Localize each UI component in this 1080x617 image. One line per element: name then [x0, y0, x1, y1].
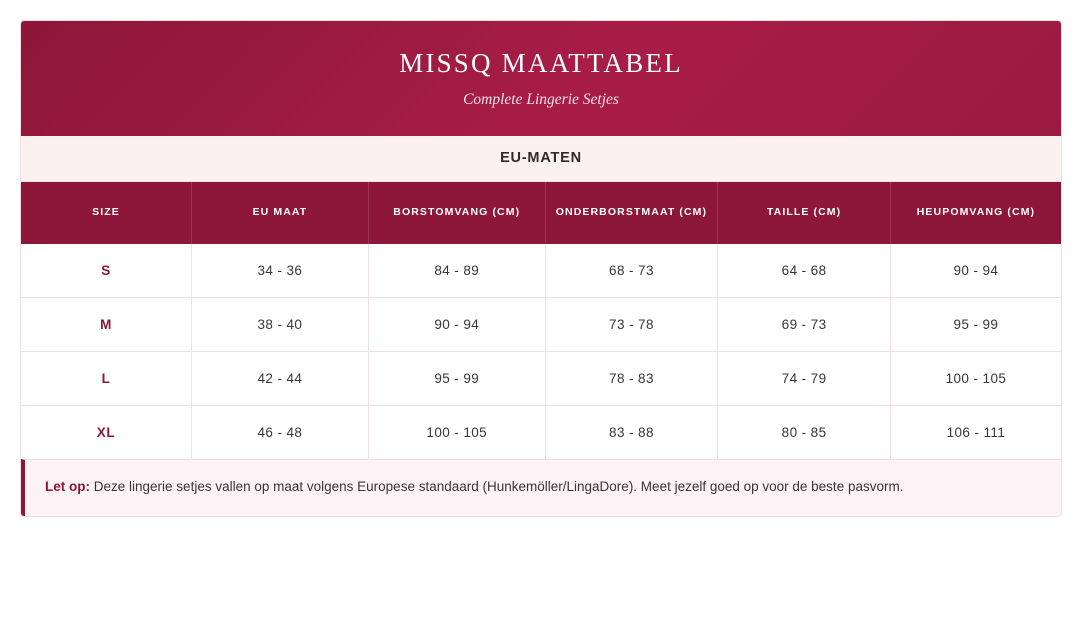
column-header-taille: TAILLE (CM): [718, 182, 891, 244]
cell-borstomvang: 90 - 94: [368, 297, 545, 351]
cell-eu-maat: 42 - 44: [192, 351, 369, 405]
cell-borstomvang: 84 - 89: [368, 244, 545, 298]
cell-heupomvang: 95 - 99: [890, 297, 1061, 351]
note-text: Deze lingerie setjes vallen op maat volgens Europese standaard (Hunkemöller/LingaDore). Meet jezelf goed op voor de beste pasvorm.: [93, 478, 904, 494]
column-header-heupomvang: HEUPOMVANG (CM): [890, 182, 1061, 244]
table-row: [21, 244, 1061, 298]
cell-size: M: [21, 297, 192, 351]
cell-onderborstmaat: 78 - 83: [545, 351, 718, 405]
column-header-eu-maat: EU MAAT: [192, 182, 369, 244]
section-band-label: EU-MATEN: [500, 149, 582, 166]
cell-taille: 64 - 68: [718, 244, 891, 298]
cell-taille: 69 - 73: [718, 297, 891, 351]
cell-onderborstmaat: 68 - 73: [545, 244, 718, 298]
cell-borstomvang: 100 - 105: [368, 405, 545, 459]
size-table: [21, 182, 1061, 459]
cell-size: XL: [21, 405, 192, 459]
cell-eu-maat: 34 - 36: [192, 244, 369, 298]
column-header-size: SIZE: [21, 182, 192, 244]
section-band: [21, 136, 1061, 182]
cell-heupomvang: 100 - 105: [890, 351, 1061, 405]
cell-borstomvang: 95 - 99: [368, 351, 545, 405]
table-header: [21, 182, 1061, 244]
cell-size: L: [21, 351, 192, 405]
page-title: MISSQ MAATTABEL: [399, 48, 683, 78]
column-header-onderborstmaat: ONDERBORSTMAAT (CM): [545, 182, 718, 244]
cell-size: S: [21, 244, 192, 298]
cell-onderborstmaat: 83 - 88: [545, 405, 718, 459]
note-banner: [21, 459, 1061, 516]
cell-eu-maat: 38 - 40: [192, 297, 369, 351]
page-subtitle: Complete Lingerie Setjes: [463, 91, 619, 109]
card-header: [21, 21, 1061, 136]
note-label: Let op:: [45, 478, 90, 494]
cell-heupomvang: 90 - 94: [890, 244, 1061, 298]
column-header-borstomvang: BORSTOMVANG (CM): [368, 182, 545, 244]
table-row: [21, 351, 1061, 405]
table-header-row: [21, 182, 1061, 244]
size-chart-card: [20, 20, 1062, 517]
cell-taille: 80 - 85: [718, 405, 891, 459]
table-row: [21, 405, 1061, 459]
cell-onderborstmaat: 73 - 78: [545, 297, 718, 351]
table-row: [21, 297, 1061, 351]
table-body: [21, 244, 1061, 459]
cell-taille: 74 - 79: [718, 351, 891, 405]
cell-eu-maat: 46 - 48: [192, 405, 369, 459]
cell-heupomvang: 106 - 111: [946, 424, 1006, 440]
